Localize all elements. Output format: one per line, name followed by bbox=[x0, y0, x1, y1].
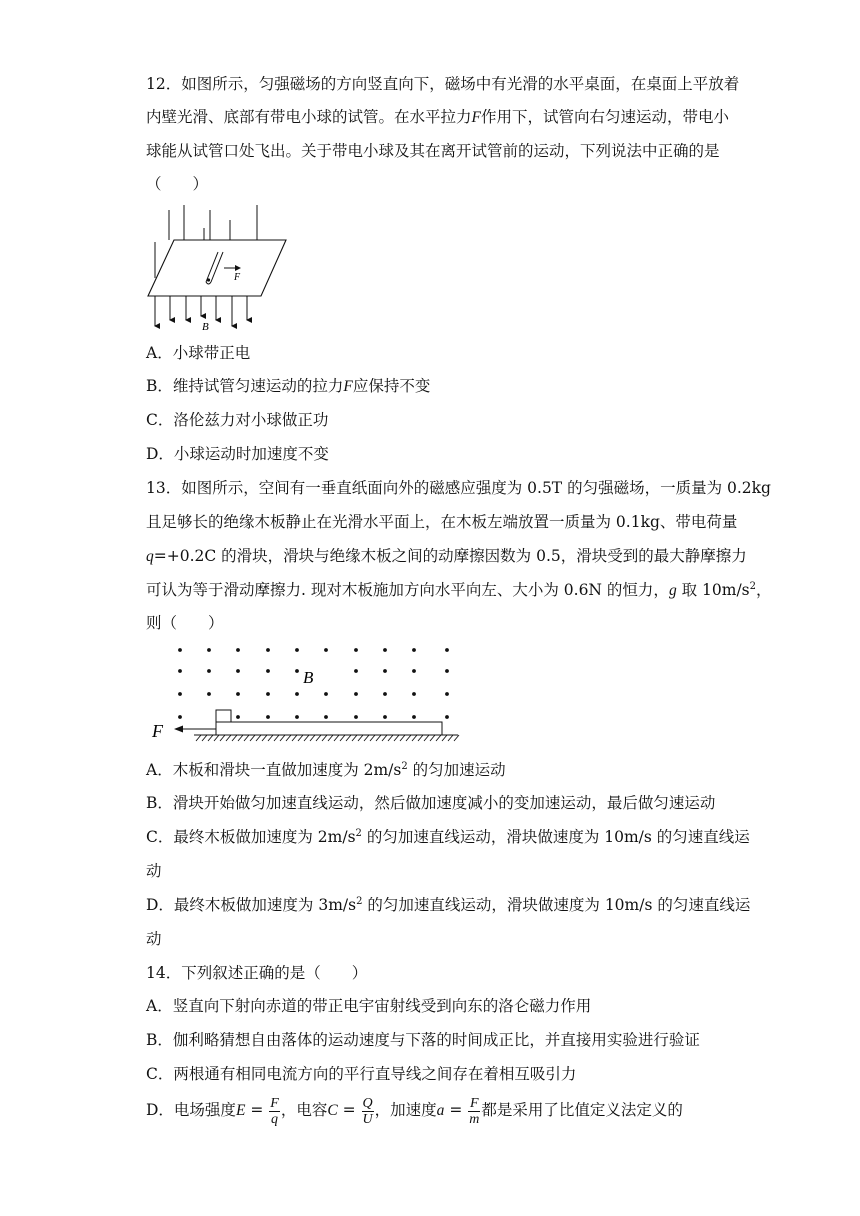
hatch-line bbox=[394, 735, 399, 741]
fraction-denominator: U bbox=[362, 1111, 373, 1127]
q12-stem-line-2-rest: 作用下，试管向右匀速运动，带电小 bbox=[480, 108, 729, 126]
field-dot bbox=[236, 669, 240, 673]
q13-option-d-pre: D．最终木板做加速度为 3m/s bbox=[146, 896, 357, 914]
q12-option-b-var: F bbox=[343, 378, 353, 395]
q13-option-d-cont: 动 bbox=[146, 930, 162, 948]
fraction-denominator: q bbox=[271, 1111, 279, 1127]
hatch-line bbox=[268, 735, 273, 741]
q14-option-d-post: 都是采用了比值定义法定义的 bbox=[481, 1101, 683, 1119]
q13-fig-label-F: F bbox=[152, 721, 163, 741]
q13-option-c-cont: 动 bbox=[146, 862, 162, 880]
hatch-line bbox=[274, 735, 279, 741]
q13-stem-line-3 bbox=[146, 545, 747, 568]
field-dot bbox=[324, 715, 328, 719]
hatch-line bbox=[256, 735, 261, 741]
field-dot bbox=[295, 715, 299, 719]
field-dot bbox=[383, 715, 387, 719]
field-dot bbox=[354, 669, 358, 673]
hatch-line bbox=[388, 735, 393, 741]
q12-figure bbox=[146, 200, 291, 335]
field-dot bbox=[324, 648, 328, 652]
q13-option-d bbox=[146, 894, 750, 916]
field-dot bbox=[236, 692, 240, 696]
q13-stem-line-2: 且足够长的绝缘木板静止在光滑水平面上，在木板左端放置一质量为 0.1kg、带电荷量 bbox=[146, 513, 738, 531]
hatch-line bbox=[364, 735, 369, 741]
hatch-line bbox=[298, 735, 303, 741]
field-dot bbox=[354, 715, 358, 719]
hatch-line bbox=[310, 735, 315, 741]
hatch-line bbox=[346, 735, 351, 741]
hatch-line bbox=[238, 735, 243, 741]
fraction-F-over-q bbox=[269, 1096, 280, 1127]
hatch-line bbox=[244, 735, 249, 741]
hatch-line bbox=[226, 735, 231, 741]
field-dot bbox=[412, 648, 416, 652]
hatch-line bbox=[358, 735, 363, 741]
field-dot bbox=[445, 692, 449, 696]
fraction-Q-over-U bbox=[362, 1096, 374, 1127]
q14-option-d bbox=[146, 1090, 683, 1131]
slider-block bbox=[216, 710, 231, 722]
hatch-line bbox=[430, 735, 435, 741]
hatch-line bbox=[214, 735, 219, 741]
hatch-line bbox=[286, 735, 291, 741]
q14-option-a: A．竖直向下射向赤道的带正电宇宙射线受到向东的洛仑磁力作用 bbox=[146, 997, 592, 1015]
fraction-denominator: m bbox=[469, 1111, 480, 1127]
hatch-line bbox=[304, 735, 309, 741]
fraction-F-over-m bbox=[468, 1096, 480, 1127]
q13-option-c-post: 的匀加速直线运动，滑块做速度为 10m/s 的匀速直线运 bbox=[361, 828, 750, 846]
q13-option-d-post: 的匀加速直线运动，滑块做速度为 10m/s 的匀速直线运 bbox=[362, 896, 751, 914]
q12-stem-line-2 bbox=[146, 106, 729, 129]
q13-stem-line-4-sup: 2 bbox=[749, 581, 757, 592]
q14-stem: 14．下列叙述正确的是（ ） bbox=[146, 964, 368, 982]
field-dot bbox=[178, 648, 182, 652]
hatch-line bbox=[196, 735, 201, 741]
hatch-line bbox=[250, 735, 255, 741]
field-dot bbox=[383, 669, 387, 673]
q12-stem-line-1: 12．如图所示，匀强磁场的方向竖直向下，磁场中有光滑的水平桌面，在桌面上平放着 bbox=[146, 75, 740, 93]
field-dot bbox=[445, 648, 449, 652]
hatch-line bbox=[418, 735, 423, 741]
q14-option-c: C．两根通有相同电流方向的平行直导线之间存在着相互吸引力 bbox=[146, 1065, 577, 1083]
q13-stem-line-4-post: 取 10m/s bbox=[676, 581, 750, 599]
q12-option-c: C．洛伦兹力对小球做正功 bbox=[146, 411, 329, 429]
hatch-line bbox=[316, 735, 321, 741]
q13-stem-line-4-pre: 可认为等于滑动摩擦力. 现对木板施加方向水平向左、大小为 0.6N 的恒力， bbox=[146, 581, 669, 599]
hatch-line bbox=[340, 735, 345, 741]
ground-hatching bbox=[196, 735, 459, 741]
field-dot bbox=[445, 669, 449, 673]
q13-stem-line-4-end: ， bbox=[756, 581, 772, 599]
q13-option-a-pre: A．木板和滑块一直做加速度为 2m/s bbox=[146, 761, 402, 779]
field-dot bbox=[178, 715, 182, 719]
field-dot bbox=[412, 715, 416, 719]
hatch-line bbox=[424, 735, 429, 741]
field-dot bbox=[383, 692, 387, 696]
q13-option-a-post: 的匀加速运动 bbox=[407, 761, 506, 779]
q13-stem-line-3-text: =+0.2C 的滑块，滑块与绝缘木板之间的动摩擦因数为 0.5，滑块受到的最大静摩擦力 bbox=[153, 547, 747, 565]
field-dot bbox=[412, 692, 416, 696]
field-dot bbox=[236, 648, 240, 652]
q12-fig-label-F: F bbox=[234, 272, 241, 283]
q14-option-d-pre: D．电场强度 bbox=[146, 1101, 236, 1119]
q12-option-b bbox=[146, 375, 430, 398]
hatch-line bbox=[442, 735, 447, 741]
field-dot bbox=[266, 715, 270, 719]
q12-option-b-post: 应保持不变 bbox=[352, 377, 431, 395]
q13-option-c bbox=[146, 826, 750, 848]
q12-stem-line-2-text: 内壁光滑、底部有带电小球的试管。在水平拉力 bbox=[146, 108, 472, 126]
field-dot bbox=[324, 692, 328, 696]
field-dot bbox=[445, 715, 449, 719]
q12-option-d: D．小球运动时加速度不变 bbox=[146, 445, 329, 463]
q13-var-q: q bbox=[146, 548, 154, 565]
hatch-line bbox=[328, 735, 333, 741]
field-dot bbox=[207, 692, 211, 696]
hatch-line bbox=[382, 735, 387, 741]
q14-option-d-mid1: ，电容 bbox=[280, 1101, 328, 1119]
field-dot bbox=[207, 648, 211, 652]
q14-eq-2: = bbox=[337, 1101, 361, 1119]
q13-option-b: B．滑块开始做匀加速直线运动，然后做加速度减小的变加速运动，最后做匀速运动 bbox=[146, 794, 716, 812]
q14-var-E: E bbox=[235, 1102, 246, 1119]
hatch-line bbox=[232, 735, 237, 741]
field-dot bbox=[412, 669, 416, 673]
insulating-board bbox=[216, 722, 442, 735]
q13-option-c-pre: C．最终木板做加速度为 2m/s bbox=[146, 828, 356, 846]
q12-var-F: F bbox=[471, 109, 481, 126]
q13-option-c-sup: 2 bbox=[355, 828, 362, 839]
q13-option-a bbox=[146, 759, 506, 781]
q14-var-a: a bbox=[436, 1102, 445, 1119]
field-dot bbox=[383, 648, 387, 652]
q12-option-a: A．小球带正电 bbox=[146, 344, 251, 362]
field-dot bbox=[295, 692, 299, 696]
hatch-line bbox=[352, 735, 357, 741]
q13-stem-line-4 bbox=[146, 579, 772, 602]
q12-fig-label-B: B bbox=[202, 321, 209, 333]
field-dot bbox=[354, 692, 358, 696]
hatch-line bbox=[370, 735, 375, 741]
field-dot bbox=[207, 669, 211, 673]
field-dot bbox=[266, 669, 270, 673]
fraction-numerator: F bbox=[270, 1095, 279, 1111]
q13-option-a-sup: 2 bbox=[401, 761, 408, 772]
q14-var-C: C bbox=[327, 1102, 338, 1119]
hatch-line bbox=[208, 735, 213, 741]
hatch-line bbox=[406, 735, 411, 741]
field-dot bbox=[178, 692, 182, 696]
q12-stem-line-3: 球能从试管口处飞出。关于带电小球及其在离开试管前的运动，下列说法中正确的是 bbox=[146, 142, 720, 160]
field-dot bbox=[178, 669, 182, 673]
field-dot bbox=[236, 715, 240, 719]
q14-option-b: B．伽利略猜想自由落体的运动速度与下落的时间成正比，并直接用实验进行验证 bbox=[146, 1031, 700, 1049]
fraction-numerator: F bbox=[470, 1095, 479, 1111]
fraction-numerator: Q bbox=[362, 1095, 373, 1111]
hatch-line bbox=[334, 735, 339, 741]
q13-fig-label-B: B bbox=[303, 668, 314, 687]
q14-eq-3: = bbox=[444, 1101, 468, 1119]
hatch-line bbox=[400, 735, 405, 741]
hatch-line bbox=[412, 735, 417, 741]
q13-stem-line-1: 13．如图所示，空间有一垂直纸面向外的磁感应强度为 0.5T 的匀强磁场，一质量为 0.2kg bbox=[146, 479, 771, 497]
hatch-line bbox=[262, 735, 267, 741]
field-dot bbox=[295, 648, 299, 652]
field-dot bbox=[266, 648, 270, 652]
magnetic-field-dots bbox=[178, 648, 449, 719]
hatch-line bbox=[322, 735, 327, 741]
q14-option-d-mid2: ，加速度 bbox=[374, 1101, 437, 1119]
q12-answer-brackets: （ ） bbox=[146, 175, 209, 193]
hatch-line bbox=[448, 735, 453, 741]
q13-var-g: g bbox=[668, 582, 677, 599]
hatch-line bbox=[376, 735, 381, 741]
q12-option-b-pre: B．维持试管匀速运动的拉力 bbox=[146, 377, 344, 395]
hatch-line bbox=[280, 735, 285, 741]
q13-stem-line-5: 则（ ） bbox=[146, 614, 224, 632]
hatch-line bbox=[202, 735, 207, 741]
hatch-line bbox=[292, 735, 297, 741]
hatch-line bbox=[436, 735, 441, 741]
q14-eq-1: = bbox=[245, 1101, 269, 1119]
hatch-line bbox=[454, 735, 459, 741]
q13-option-d-sup: 2 bbox=[356, 896, 363, 907]
field-dot bbox=[266, 692, 270, 696]
hatch-line bbox=[220, 735, 225, 741]
field-dot bbox=[354, 648, 358, 652]
field-dot bbox=[295, 669, 299, 673]
q13-figure bbox=[146, 640, 466, 748]
